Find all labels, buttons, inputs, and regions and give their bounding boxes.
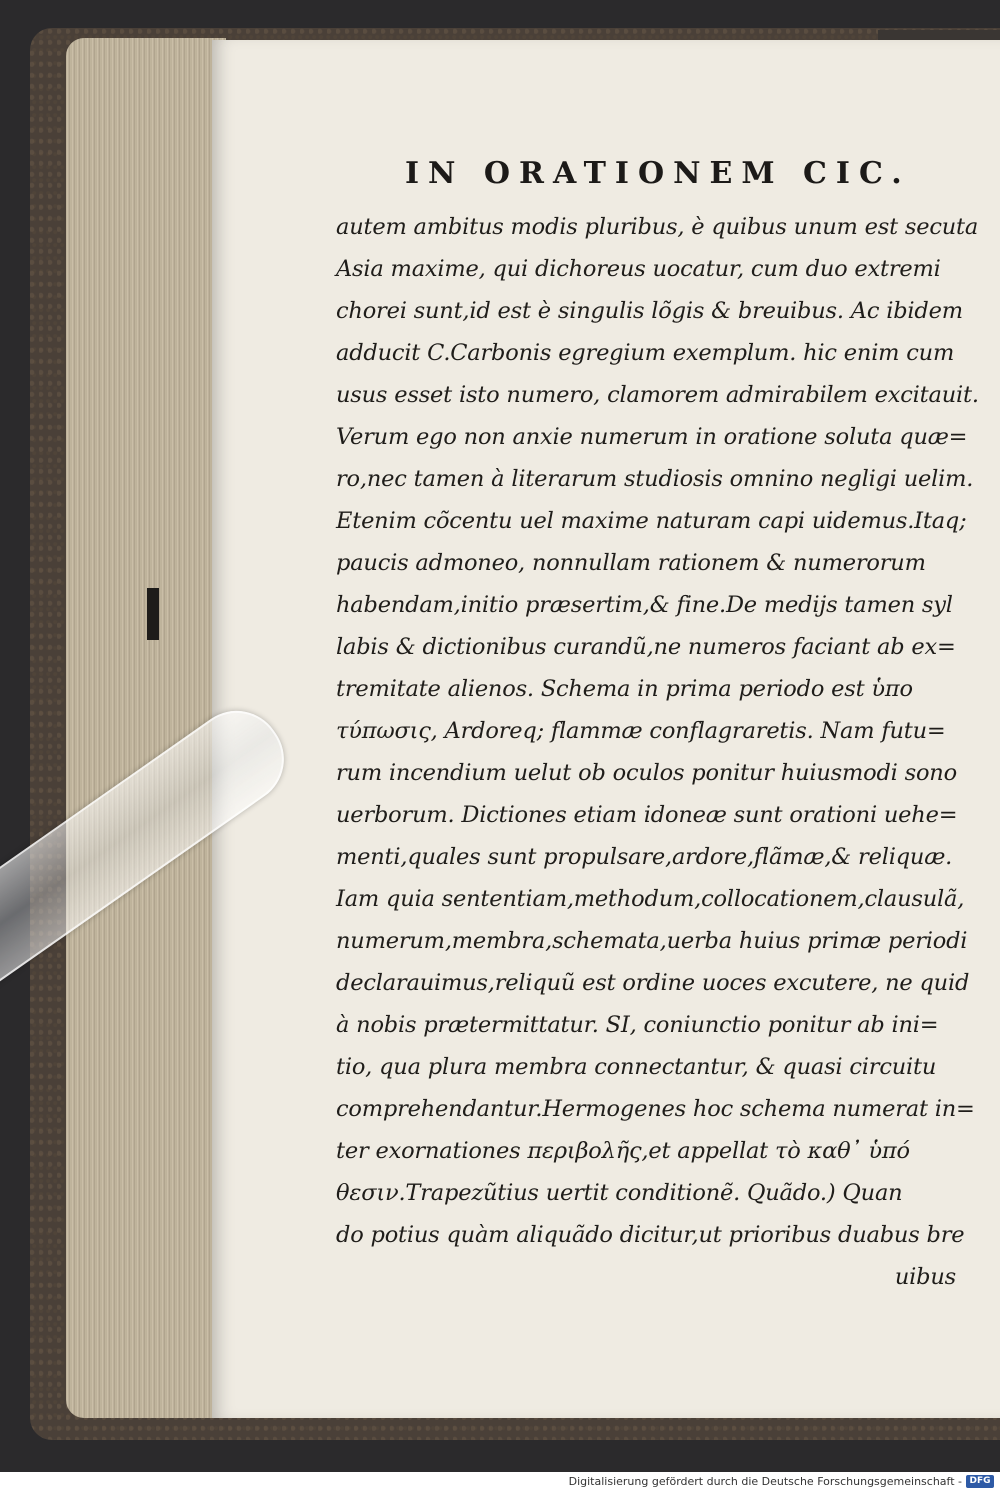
- text-line: do potius quàm aliquãdo dicitur,ut prioribus duabus bre: [336, 1222, 965, 1248]
- page-body: [336, 206, 979, 1298]
- catchword: uibus: [894, 1264, 956, 1290]
- text-line: Etenim cõcentu uel maxime naturam capi uidemus.Itaq;: [336, 508, 967, 534]
- edge-marker: [147, 588, 159, 640]
- text-line: adducit C.Carbonis egregium exemplum. hic enim cum: [336, 340, 955, 366]
- running-head: IN ORATIONEM CIC.: [405, 156, 911, 191]
- text-line: Asia maxime, qui dichoreus uocatur, cum duo extremi: [336, 256, 941, 282]
- text-line: habendam,initio præsertim,& fine.De medijs tamen syl: [336, 592, 953, 618]
- text-line: Verum ego non anxie numerum in oratione soluta quæ=: [336, 424, 968, 450]
- text-line: uerborum. Dictiones etiam idoneæ sunt orationi uehe=: [336, 802, 958, 828]
- text-line: τύπωσις, Ardoreq; flammæ conflagraretis. Nam futu=: [336, 718, 946, 744]
- text-line: rum incendium uelut ob oculos ponitur huiusmodi sono: [336, 760, 957, 786]
- text-line: ter exornationes περιβολῆς,et appellat τὸ καθ᾽ ὑπό: [336, 1138, 910, 1164]
- text-line: ro,nec tamen à literarum studiosis omnino negligi uelim.: [336, 466, 974, 492]
- text-line: tremitate alienos. Schema in prima periodo est ὑπο: [336, 676, 913, 702]
- text-line: θεσιν.Trapezũtius uertit conditionẽ. Quãdo.) Quan: [336, 1180, 903, 1206]
- text-line: labis & dictionibus curandũ,ne numeros faciant ab ex=: [336, 634, 956, 660]
- text-line: chorei sunt,id est è singulis lõgis & breuibus. Ac ibidem: [336, 298, 963, 324]
- text-line: declarauimus,reliquũ est ordine uoces excutere, ne quid: [336, 970, 970, 996]
- footer-credit: Digitalisierung gefördert durch die Deutsche Forschungsgemeinschaft -: [568, 1475, 962, 1488]
- text-line: paucis admoneo, nonnullam rationem & numerorum: [336, 550, 926, 576]
- text-line: comprehendantur.Hermogenes hoc schema numerat in=: [336, 1096, 975, 1122]
- text-line: usus esset isto numero, clamorem admirabilem excitauit.: [336, 382, 979, 408]
- text-line: menti,quales sunt propulsare,ardore,flãmæ,& reliquæ.: [336, 844, 953, 870]
- text-line: Iam quia sententiam,methodum,collocationem,clausulã,: [336, 886, 965, 912]
- text-line: numerum,membra,schemata,uerba huius primæ periodi: [336, 928, 968, 954]
- text-line: tio, qua plura membra connectantur, & quasi circuitu: [336, 1054, 937, 1080]
- dfg-logo-icon: DFG: [966, 1475, 994, 1488]
- text-line: autem ambitus modis pluribus, è quibus unum est secuta: [336, 214, 979, 240]
- text-line: à nobis prætermittatur. SI, coniunctio ponitur ab ini=: [336, 1012, 939, 1038]
